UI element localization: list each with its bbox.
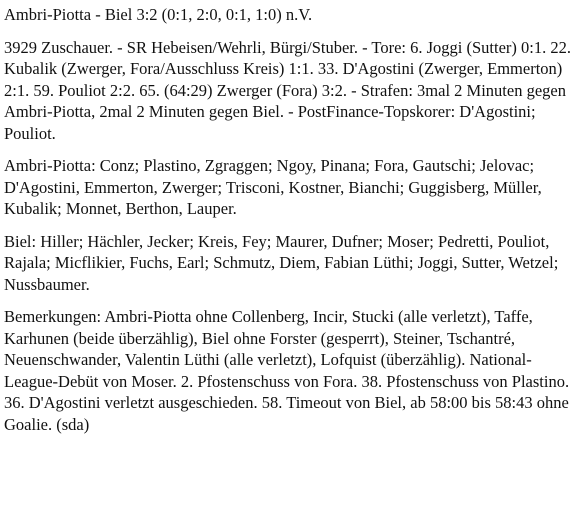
lineup-home: Ambri-Piotta: Conz; Plastino, Zgraggen; Ngoy, Pinana; Fora, Gautschi; Jelovac; D'Agostini, Emmerton, Zwerger; Trisconi, Kostner, Bianchi; Guggisberg, Müller, Kubalik; Monnet, Berthon, Lauper.: [4, 156, 542, 218]
match-summary: 3929 Zuschauer. - SR Hebeisen/Wehrli, Bürgi/Stuber. - Tore: 6. Joggi (Sutter) 0:1. 22. Kubalik (Zwerger, Fora/Ausschluss Kreis) 1:1. 33. D'Agostini (Zwerger, Emmerton) 2:1. 59. Pouliot 2:2. 65. (64:29) Zwerger (Fora) 3:2. - Strafen: 3mal 2 Minuten gegen Ambri-Piotta, 2mal 2 Minuten gegen Biel. - PostFinance-Topskorer: D'Agostini; Pouliot.: [4, 37, 572, 143]
lineup-away: Biel: Hiller; Hächler, Jecker; Kreis, Fey; Maurer, Dufner; Moser; Pedretti, Pouliot, Rajala; Micflikier, Fuchs, Earl; Schmutz, Diem, Fabian Lüthi; Joggi, Sutter, Wetzel; Nussbaumer.: [4, 231, 559, 294]
match-remarks: Bemerkungen: Ambri-Piotta ohne Collenberg, Incir, Stucki (alle verletzt), Taffe, Karhunen (beide überzählig), Biel ohne Forster (gesperrt), Steiner, Tschantré, Neuenschwander, Valentin Lüthi (alle verletzt), Lofquist (überzählig). National-League-Debüt von Moser. 2. Pfostenschuss von Fora. 38. Pfostenschuss von Plastino. 36. D'Agostini verletzt ausgeschieden. 58. Timeout von Biel, ab 58:00 bis 58:43 ohne Goalie. (sda): [4, 307, 570, 434]
match-headline: Ambri-Piotta - Biel 3:2 (0:1, 2:0, 0:1, 1:0) n.V.: [4, 5, 313, 24]
